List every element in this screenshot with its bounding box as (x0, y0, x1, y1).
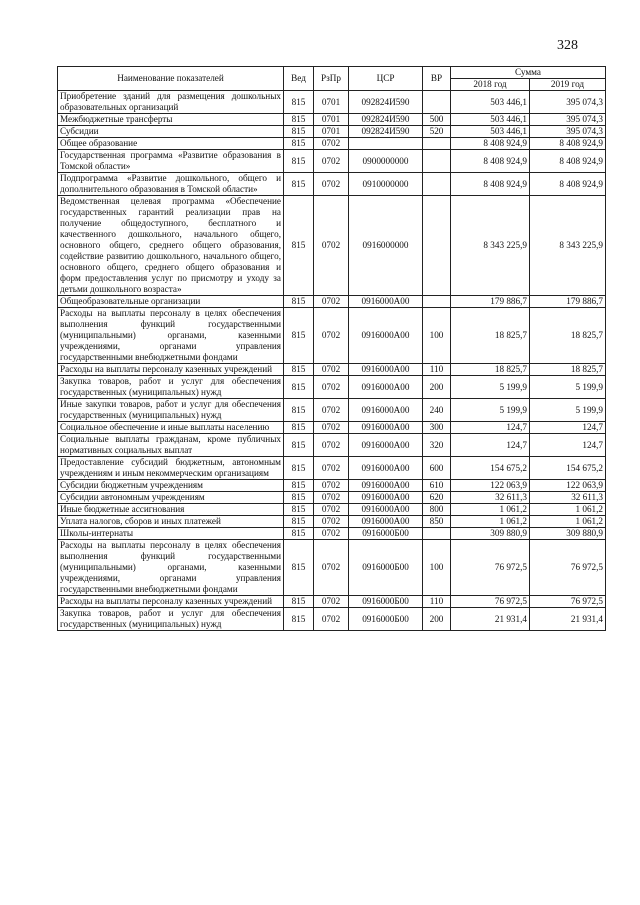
row-rzpr: 0701 (314, 114, 349, 126)
row-sum-2019: 5 199,9 (530, 376, 606, 399)
row-sum-2018: 8 408 924,9 (451, 173, 530, 196)
row-name: Субсидии (58, 126, 284, 138)
row-sum-2019: 179 886,7 (530, 296, 606, 308)
row-ved: 815 (284, 196, 314, 296)
row-sum-2018: 8 408 924,9 (451, 138, 530, 150)
row-sum-2018: 1 061,2 (451, 504, 530, 516)
row-csr: 0916000А00 (349, 376, 423, 399)
row-rzpr: 0702 (314, 196, 349, 296)
row-name: Иные закупки товаров, работ и услуг для обеспечения государственных (муниципальных) нужд (58, 399, 284, 422)
row-name: Уплата налогов, сборов и иных платежей (58, 516, 284, 528)
row-rzpr: 0702 (314, 608, 349, 631)
table-row (58, 173, 606, 196)
page-number: 328 (557, 38, 578, 53)
row-ved: 815 (284, 480, 314, 492)
row-rzpr: 0702 (314, 138, 349, 150)
table-row (58, 516, 606, 528)
budget-table (57, 66, 606, 631)
table-row (58, 480, 606, 492)
row-sum-2018: 5 199,9 (451, 399, 530, 422)
row-ved: 815 (284, 296, 314, 308)
row-csr: 092824И590 (349, 126, 423, 138)
row-ved: 815 (284, 150, 314, 173)
row-name: Школы-интернаты (58, 528, 284, 540)
row-ved: 815 (284, 399, 314, 422)
row-rzpr: 0702 (314, 596, 349, 608)
row-name: Ведомственная целевая программа «Обеспечение государственных гарантий реализации прав на получение общедоступного, бесплатного и качественного дошкольного, начального общего, основного общего, среднего общего образования, содействие развитию дошкольного, начального общего, основного общего, среднего общего образования и форм предоставления услуг по присмотру и уходу за детьми дошкольного возраста» (58, 196, 284, 296)
row-vr: 320 (423, 434, 451, 457)
row-csr: 0916000А00 (349, 422, 423, 434)
table-row (58, 296, 606, 308)
row-sum-2018: 8 408 924,9 (451, 150, 530, 173)
row-rzpr: 0702 (314, 492, 349, 504)
table-body (58, 91, 606, 631)
row-vr: 200 (423, 608, 451, 631)
row-ved: 815 (284, 173, 314, 196)
row-sum-2018: 76 972,5 (451, 596, 530, 608)
row-csr: 0916000А00 (349, 516, 423, 528)
row-ved: 815 (284, 457, 314, 480)
row-sum-2019: 18 825,7 (530, 364, 606, 376)
row-sum-2018: 18 825,7 (451, 364, 530, 376)
row-sum-2019: 18 825,7 (530, 308, 606, 364)
row-ved: 815 (284, 434, 314, 457)
row-sum-2018: 122 063,9 (451, 480, 530, 492)
row-sum-2019: 76 972,5 (530, 596, 606, 608)
row-sum-2018: 124,7 (451, 434, 530, 457)
table-row (58, 150, 606, 173)
row-rzpr: 0702 (314, 480, 349, 492)
row-sum-2019: 5 199,9 (530, 399, 606, 422)
row-rzpr: 0702 (314, 308, 349, 364)
table-row (58, 308, 606, 364)
row-rzpr: 0702 (314, 399, 349, 422)
row-name: Субсидии бюджетным учреждениям (58, 480, 284, 492)
table-row (58, 91, 606, 114)
row-ved: 815 (284, 308, 314, 364)
row-sum-2018: 8 343 225,9 (451, 196, 530, 296)
row-sum-2019: 309 880,9 (530, 528, 606, 540)
table-row (58, 138, 606, 150)
table-row (58, 376, 606, 399)
row-vr: 200 (423, 376, 451, 399)
row-csr: 0916000А00 (349, 504, 423, 516)
row-vr: 610 (423, 480, 451, 492)
header-ved: Вед (284, 67, 314, 91)
row-vr: 620 (423, 492, 451, 504)
row-rzpr: 0701 (314, 91, 349, 114)
row-sum-2019: 32 611,3 (530, 492, 606, 504)
row-name: Подпрограмма «Развитие дошкольного, общего и дополнительного образования в Томской области» (58, 173, 284, 196)
row-csr (349, 138, 423, 150)
table-row (58, 528, 606, 540)
row-name: Расходы на выплаты персоналу в целях обеспечения выполнения функций государственными (муниципальными) органами, казенными учреждениями, органами управления государственными внебюджетными фондами (58, 540, 284, 596)
row-vr: 800 (423, 504, 451, 516)
row-vr: 110 (423, 596, 451, 608)
header-year-2018: 2018 год (451, 79, 530, 91)
row-sum-2018: 503 446,1 (451, 114, 530, 126)
row-ved: 815 (284, 492, 314, 504)
row-name: Расходы на выплаты персоналу казенных учреждений (58, 596, 284, 608)
row-name: Общее образование (58, 138, 284, 150)
row-ved: 815 (284, 528, 314, 540)
row-rzpr: 0702 (314, 364, 349, 376)
row-sum-2019: 8 408 924,9 (530, 173, 606, 196)
row-name: Приобретение зданий для размещения дошкольных образовательных организаций (58, 91, 284, 114)
row-vr: 100 (423, 540, 451, 596)
row-vr (423, 528, 451, 540)
table-row (58, 596, 606, 608)
table-row (58, 126, 606, 138)
table-header (58, 67, 606, 91)
row-csr: 0916000Б00 (349, 540, 423, 596)
row-sum-2019: 8 408 924,9 (530, 150, 606, 173)
header-vr: ВР (423, 67, 451, 91)
row-rzpr: 0702 (314, 457, 349, 480)
row-vr: 300 (423, 422, 451, 434)
row-csr: 0916000А00 (349, 457, 423, 480)
row-vr: 110 (423, 364, 451, 376)
table-row (58, 399, 606, 422)
row-sum-2018: 5 199,9 (451, 376, 530, 399)
row-ved: 815 (284, 596, 314, 608)
row-rzpr: 0702 (314, 504, 349, 516)
row-rzpr: 0702 (314, 150, 349, 173)
table-row (58, 608, 606, 631)
row-sum-2018: 21 931,4 (451, 608, 530, 631)
row-name: Предоставление субсидий бюджетным, автономным учреждениям и иным некоммерческим организациям (58, 457, 284, 480)
row-csr: 092824И590 (349, 114, 423, 126)
row-rzpr: 0702 (314, 422, 349, 434)
row-sum-2019: 124,7 (530, 434, 606, 457)
row-ved: 815 (284, 504, 314, 516)
row-name: Субсидии автономным учреждениям (58, 492, 284, 504)
row-csr: 0910000000 (349, 173, 423, 196)
row-vr (423, 138, 451, 150)
row-ved: 815 (284, 422, 314, 434)
row-vr: 500 (423, 114, 451, 126)
header-rzpr: РзПр (314, 67, 349, 91)
row-name: Государственная программа «Развитие образования в Томской области» (58, 150, 284, 173)
row-sum-2018: 18 825,7 (451, 308, 530, 364)
row-ved: 815 (284, 138, 314, 150)
row-name: Закупка товаров, работ и услуг для обеспечения государственных (муниципальных) нужд (58, 608, 284, 631)
row-rzpr: 0702 (314, 528, 349, 540)
row-rzpr: 0702 (314, 376, 349, 399)
row-csr: 0916000А00 (349, 492, 423, 504)
row-ved: 815 (284, 91, 314, 114)
row-sum-2019: 21 931,4 (530, 608, 606, 631)
row-csr: 0916000Б00 (349, 596, 423, 608)
row-vr: 100 (423, 308, 451, 364)
row-name: Общеобразовательные организации (58, 296, 284, 308)
row-ved: 815 (284, 126, 314, 138)
row-sum-2018: 179 886,7 (451, 296, 530, 308)
row-sum-2018: 1 061,2 (451, 516, 530, 528)
row-name: Расходы на выплаты персоналу казенных учреждений (58, 364, 284, 376)
header-csr: ЦСР (349, 67, 423, 91)
row-csr: 0916000А00 (349, 399, 423, 422)
row-vr (423, 196, 451, 296)
table-row (58, 540, 606, 596)
row-sum-2019: 122 063,9 (530, 480, 606, 492)
table-row (58, 434, 606, 457)
row-rzpr: 0702 (314, 434, 349, 457)
row-vr: 240 (423, 399, 451, 422)
row-vr (423, 150, 451, 173)
row-name: Расходы на выплаты персоналу в целях обеспечения выполнения функций государственными (муниципальными) органами, казенными учреждениями, органами управления государственными внебюджетными фондами (58, 308, 284, 364)
row-sum-2019: 395 074,3 (530, 91, 606, 114)
row-sum-2019: 395 074,3 (530, 126, 606, 138)
row-csr: 0916000А00 (349, 364, 423, 376)
row-csr: 0916000А00 (349, 308, 423, 364)
row-csr: 0916000А00 (349, 296, 423, 308)
row-ved: 815 (284, 114, 314, 126)
row-sum-2018: 503 446,1 (451, 126, 530, 138)
row-ved: 815 (284, 540, 314, 596)
row-ved: 815 (284, 516, 314, 528)
row-csr: 0900000000 (349, 150, 423, 173)
row-rzpr: 0702 (314, 516, 349, 528)
table-row (58, 114, 606, 126)
row-name: Межбюджетные трансферты (58, 114, 284, 126)
row-rzpr: 0701 (314, 126, 349, 138)
row-sum-2018: 154 675,2 (451, 457, 530, 480)
row-csr: 092824И590 (349, 91, 423, 114)
row-vr (423, 296, 451, 308)
row-sum-2019: 8 408 924,9 (530, 138, 606, 150)
row-name: Социальное обеспечение и иные выплаты населению (58, 422, 284, 434)
row-vr (423, 91, 451, 114)
table-row (58, 504, 606, 516)
row-rzpr: 0702 (314, 173, 349, 196)
row-csr: 0916000А00 (349, 434, 423, 457)
row-vr: 600 (423, 457, 451, 480)
row-rzpr: 0702 (314, 296, 349, 308)
row-sum-2019: 76 972,5 (530, 540, 606, 596)
header-name: Наименование показателей (58, 67, 284, 91)
row-sum-2019: 395 074,3 (530, 114, 606, 126)
table-row (58, 364, 606, 376)
row-name: Закупка товаров, работ и услуг для обеспечения государственных (муниципальных) нужд (58, 376, 284, 399)
row-sum-2018: 32 611,3 (451, 492, 530, 504)
row-sum-2019: 124,7 (530, 422, 606, 434)
row-sum-2018: 503 446,1 (451, 91, 530, 114)
row-ved: 815 (284, 364, 314, 376)
row-name: Иные бюджетные ассигнования (58, 504, 284, 516)
row-sum-2019: 1 061,2 (530, 504, 606, 516)
row-vr: 520 (423, 126, 451, 138)
table-row (58, 422, 606, 434)
row-sum-2018: 124,7 (451, 422, 530, 434)
row-sum-2019: 154 675,2 (530, 457, 606, 480)
row-csr: 0916000А00 (349, 480, 423, 492)
table-row (58, 457, 606, 480)
row-csr: 0916000Б00 (349, 608, 423, 631)
row-csr: 0916000Б00 (349, 528, 423, 540)
header-year-2019: 2019 год (530, 79, 606, 91)
table-row (58, 196, 606, 296)
row-vr: 850 (423, 516, 451, 528)
row-ved: 815 (284, 608, 314, 631)
row-csr: 0916000000 (349, 196, 423, 296)
row-vr (423, 173, 451, 196)
table-row (58, 492, 606, 504)
row-ved: 815 (284, 376, 314, 399)
row-sum-2018: 76 972,5 (451, 540, 530, 596)
row-sum-2018: 309 880,9 (451, 528, 530, 540)
header-sum: Сумма (451, 67, 606, 79)
row-sum-2019: 1 061,2 (530, 516, 606, 528)
row-rzpr: 0702 (314, 540, 349, 596)
row-name: Социальные выплаты гражданам, кроме публичных нормативных социальных выплат (58, 434, 284, 457)
row-sum-2019: 8 343 225,9 (530, 196, 606, 296)
